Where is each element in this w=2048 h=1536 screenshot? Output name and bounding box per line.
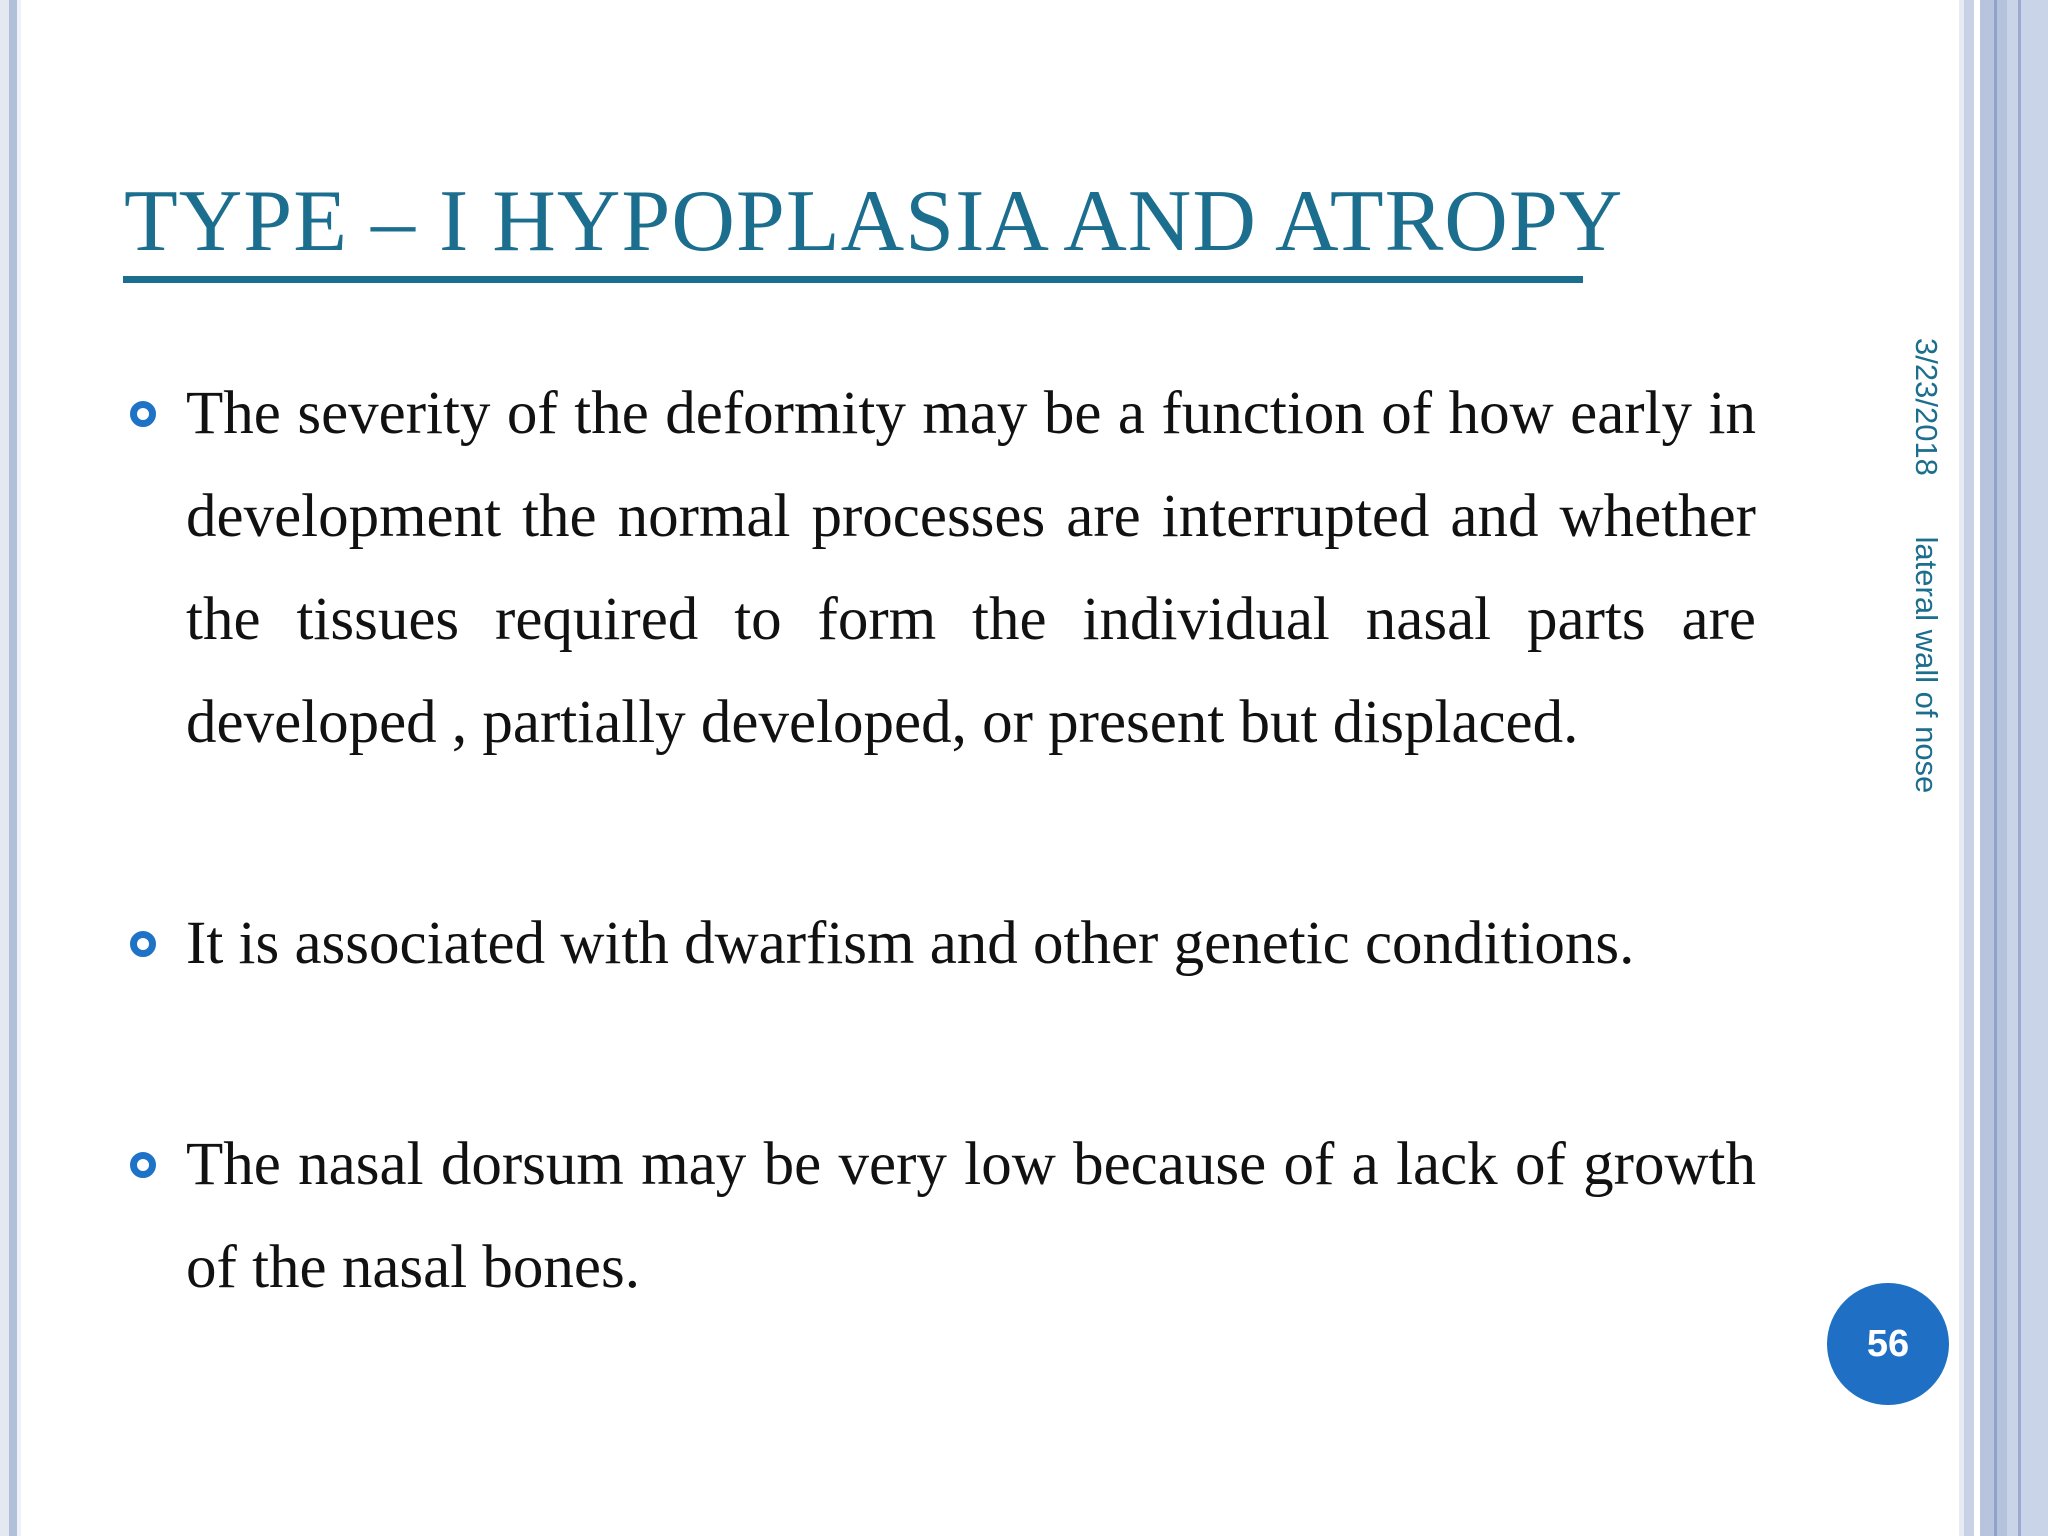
left-border-stripe — [9, 0, 17, 1536]
bullet-text: It is associated with dwarfism and other genetic conditions. — [186, 910, 1635, 977]
slide-title: TYPE – I HYPOPLASIA AND ATROPY — [124, 173, 1624, 270]
right-border-stripe — [2018, 0, 2021, 1536]
page-number-badge: 56 — [1827, 1283, 1949, 1405]
title-underline — [123, 276, 1583, 283]
slide-date: 3/23/2018 — [1909, 338, 1944, 476]
bullet-text: The severity of the deformity may be a function of how early in development the normal processes are interrupted and whether the tissues required to form the individual nasal parts are developed , partially developed, or present but displaced. — [186, 380, 1756, 756]
vertical-footer — [1906, 338, 1946, 793]
right-border-stripe — [1997, 0, 2007, 1536]
right-border-stripe — [1964, 0, 1974, 1536]
bullet-text: The nasal dorsum may be very low because of a lack of growth of the nasal bones. — [186, 1131, 1756, 1301]
left-border-stripe — [17, 0, 21, 1536]
footer-text: lateral wall of nose — [1909, 536, 1944, 794]
hollow-circle-bullet-icon — [130, 931, 156, 957]
hollow-circle-bullet-icon — [130, 1152, 156, 1178]
hollow-circle-bullet-icon — [130, 401, 156, 427]
right-border-stripe — [2007, 0, 2048, 1536]
right-border-stripe — [1980, 0, 1994, 1536]
left-border-stripe — [0, 0, 9, 1536]
